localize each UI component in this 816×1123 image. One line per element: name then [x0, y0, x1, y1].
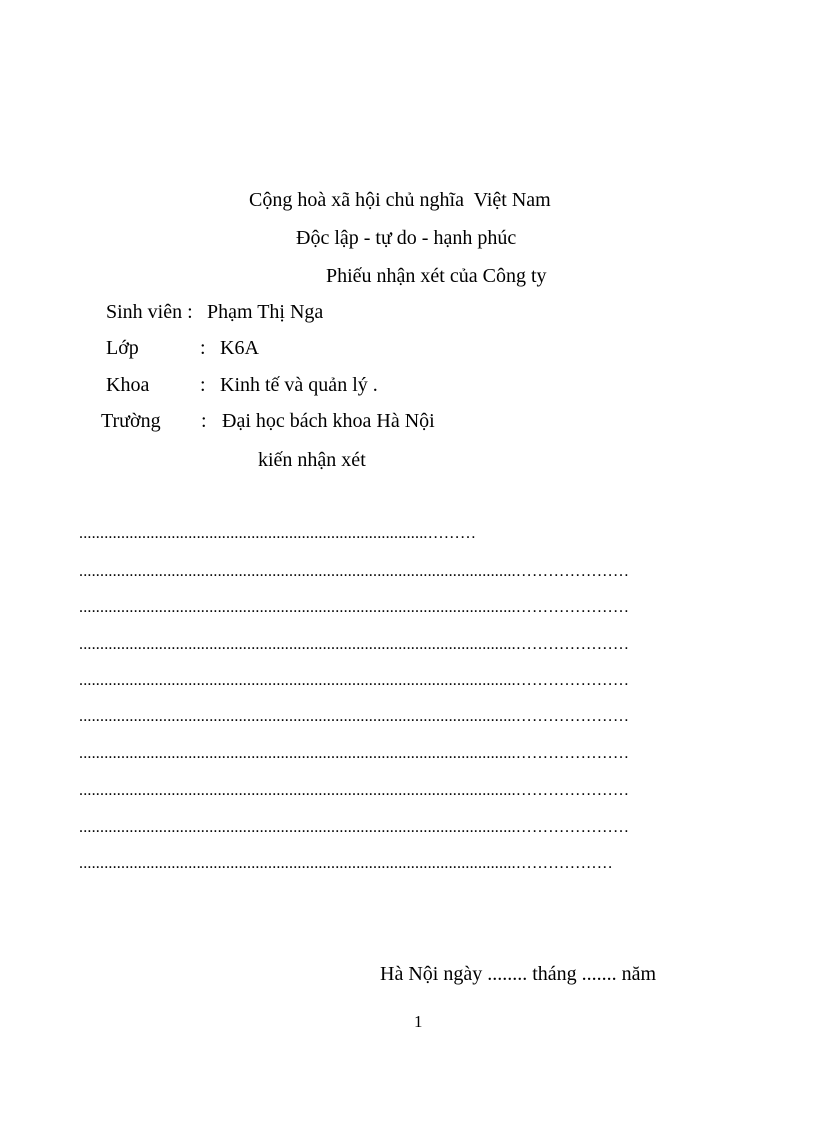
class-colon: : [200, 337, 206, 359]
header-line-2: Độc lập - tự do - hạnh phúc [296, 227, 517, 249]
comment-line: ........................................................................................................………………… [79, 708, 630, 725]
name-label: Sinh viên : [106, 301, 193, 323]
comment-line: ........................................................................................................………………… [79, 636, 630, 653]
school-label: Trường [101, 410, 161, 432]
faculty-colon: : [200, 374, 206, 396]
comment-line: ........................................................................................................……………… [79, 855, 613, 872]
document-title: Phiếu nhận xét của Công ty [326, 265, 547, 287]
date-line: Hà Nội ngày ........ tháng ....... năm [380, 963, 657, 985]
faculty-label: Khoa [106, 374, 150, 396]
header-line-1: Cộng hoà xã hội chủ nghĩa Việt Nam [249, 189, 551, 211]
comment-line: ...................................................................................……… [79, 525, 477, 542]
comment-line: ........................................................................................................………………… [79, 819, 630, 836]
faculty-value: Kinh tế và quản lý . [220, 374, 378, 396]
class-label: Lớp [106, 337, 139, 359]
class-value: K6A [220, 337, 259, 359]
name-value: Phạm Thị Nga [207, 301, 324, 323]
comment-line: ........................................................................................................………………… [79, 563, 630, 580]
school-colon: : [201, 410, 207, 432]
page-number: 1 [414, 1012, 423, 1031]
comment-line: ........................................................................................................………………… [79, 745, 630, 762]
comment-line: ........................................................................................................………………… [79, 782, 630, 799]
comment-line: ........................................................................................................………………… [79, 599, 630, 616]
school-value: Đại học bách khoa Hà Nội [222, 410, 435, 432]
comment-line: ........................................................................................................………………… [79, 672, 630, 689]
comments-heading: kiến nhận xét [258, 449, 366, 471]
